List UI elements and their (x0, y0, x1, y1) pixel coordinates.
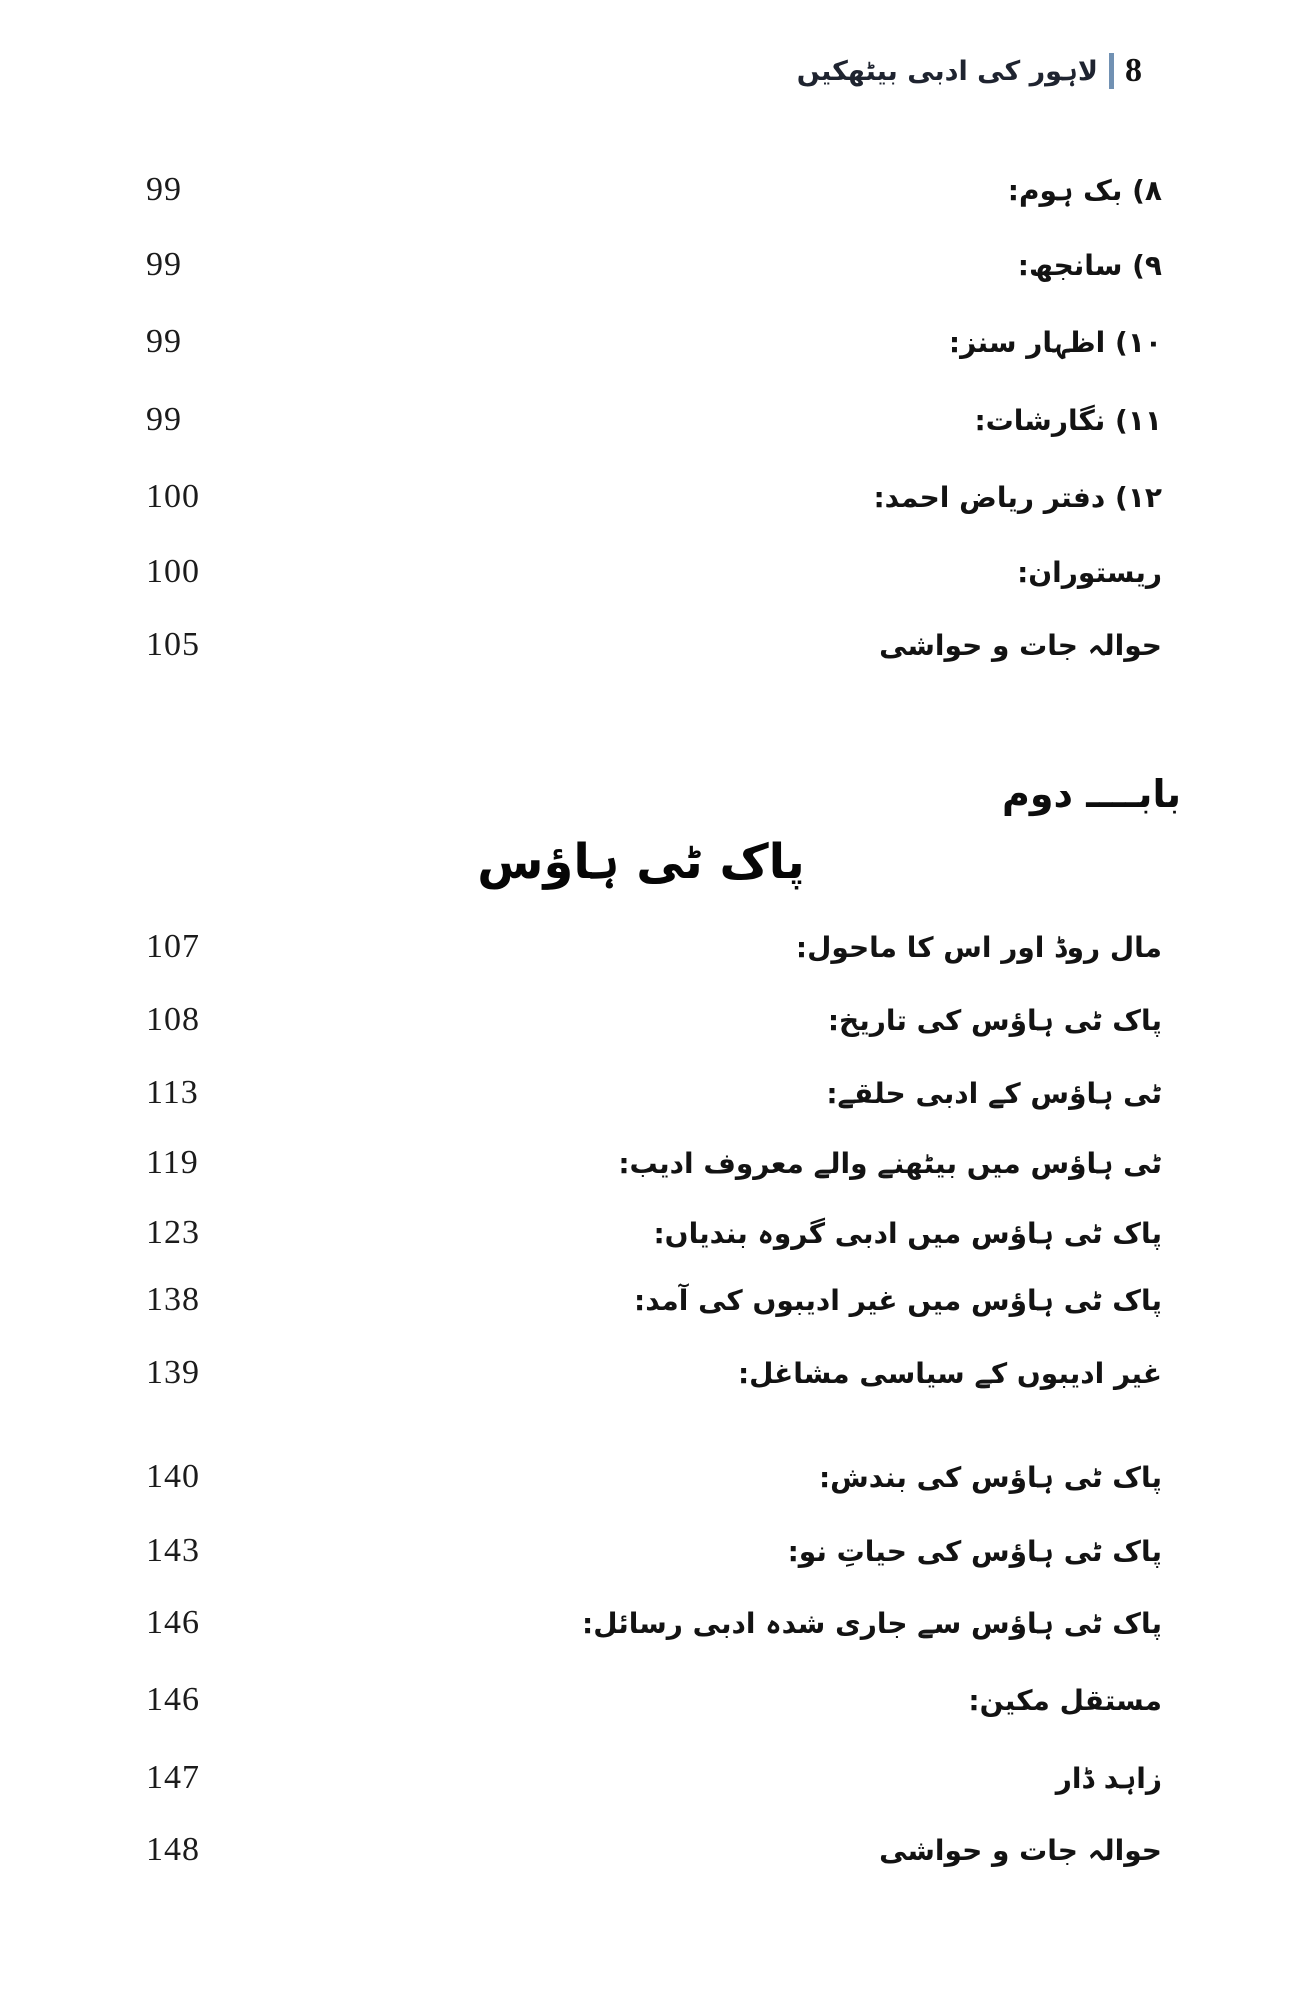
toc-row (146, 608, 1162, 682)
toc-entry-label: حوالہ جات و حواشی (879, 1833, 1162, 1867)
toc-page-number: 107 (146, 928, 200, 965)
page-header (797, 52, 1142, 90)
toc-page-number: 138 (146, 1281, 200, 1318)
toc-row (146, 383, 1162, 457)
toc-page-number: 146 (146, 1681, 200, 1718)
toc-page-number: 143 (146, 1532, 200, 1569)
toc-entry-label: پاک ٹی ہاؤس میں غیر ادیبوں کی آمد: (634, 1283, 1162, 1317)
toc-row (146, 1126, 1162, 1200)
chapter-heading-label: بابــــ دوم (1002, 772, 1181, 816)
toc-page-number: 108 (146, 1001, 200, 1038)
toc-entry-label: ۱۲) دفتر ریاض احمد: (873, 480, 1162, 514)
toc-row (146, 910, 1162, 984)
toc-row (146, 1263, 1162, 1337)
toc-page-number: 105 (146, 626, 200, 663)
toc-entry-label: ۹) سانجھ: (1017, 248, 1162, 282)
toc-entry-label: پاک ٹی ہاؤس میں ادبی گروہ بندیاں: (653, 1216, 1162, 1250)
toc-row (146, 1586, 1162, 1660)
toc-page-number: 146 (146, 1604, 200, 1641)
toc-entry-label: ٹی ہاؤس کے ادبی حلقے: (826, 1076, 1162, 1110)
toc-row (146, 228, 1162, 302)
toc-page-number: 148 (146, 1831, 200, 1868)
toc-row (146, 1440, 1162, 1514)
header-page-number: 8 (1125, 52, 1142, 89)
toc-page-number: 99 (146, 246, 182, 283)
toc-row (146, 983, 1162, 1057)
toc-entry-label: پاک ٹی ہاؤس سے جاری شدہ ادبی رسائل: (582, 1606, 1162, 1640)
toc-entry-label: ۱۱) نگارشات: (974, 403, 1162, 437)
toc-entry-label: پاک ٹی ہاؤس کی تاریخ: (827, 1003, 1162, 1037)
toc-entry-label: زاہد ڈار (1055, 1761, 1162, 1795)
toc-page-number: 100 (146, 553, 200, 590)
book-title: لاہور کی ادبی بیٹھکیں (796, 55, 1098, 87)
toc-entry-label: مال روڈ اور اس کا ماحول: (795, 930, 1162, 964)
toc-row (146, 1813, 1162, 1887)
toc-entry-label: ۸) بک ہوم: (1007, 173, 1162, 207)
toc-entry-label: حوالہ جات و حواشی (879, 628, 1162, 662)
toc-row (146, 1514, 1162, 1588)
chapter-heading-title: پاک ٹی ہاؤس (477, 834, 805, 890)
toc-page-number: 113 (146, 1074, 199, 1111)
header-separator-bar (1109, 53, 1114, 89)
toc-row (146, 1741, 1162, 1815)
toc-page-number: 119 (146, 1144, 199, 1181)
toc-row (146, 1663, 1162, 1737)
toc-entry-label: ۱۰) اظہار سنز: (948, 325, 1162, 359)
toc-row (146, 535, 1162, 609)
toc-entry-label: مستقل مکین: (968, 1683, 1162, 1717)
toc-row (146, 1196, 1162, 1270)
toc-page-number: 139 (146, 1354, 200, 1391)
toc-entry-label: غیر ادیبوں کے سیاسی مشاغل: (737, 1356, 1162, 1390)
toc-page-number: 99 (146, 401, 182, 438)
toc-entry-label: ٹی ہاؤس میں بیٹھنے والے معروف ادیب: (618, 1146, 1162, 1180)
toc-row (146, 460, 1162, 534)
toc-entry-label: پاک ٹی ہاؤس کی حیاتِ نو: (787, 1534, 1162, 1568)
toc-entry-label: ریستوران: (1017, 555, 1162, 589)
toc-row (146, 1336, 1162, 1410)
toc-page-number: 99 (146, 323, 182, 360)
toc-row (146, 305, 1162, 379)
toc-row (146, 153, 1162, 227)
toc-page-number: 123 (146, 1214, 200, 1251)
toc-page-number: 140 (146, 1458, 200, 1495)
toc-page-number: 147 (146, 1759, 200, 1796)
toc-entry-label: پاک ٹی ہاؤس کی بندش: (818, 1460, 1162, 1494)
toc-page-number: 100 (146, 478, 200, 515)
toc-row (146, 1056, 1162, 1130)
toc-page-number: 99 (146, 171, 182, 208)
